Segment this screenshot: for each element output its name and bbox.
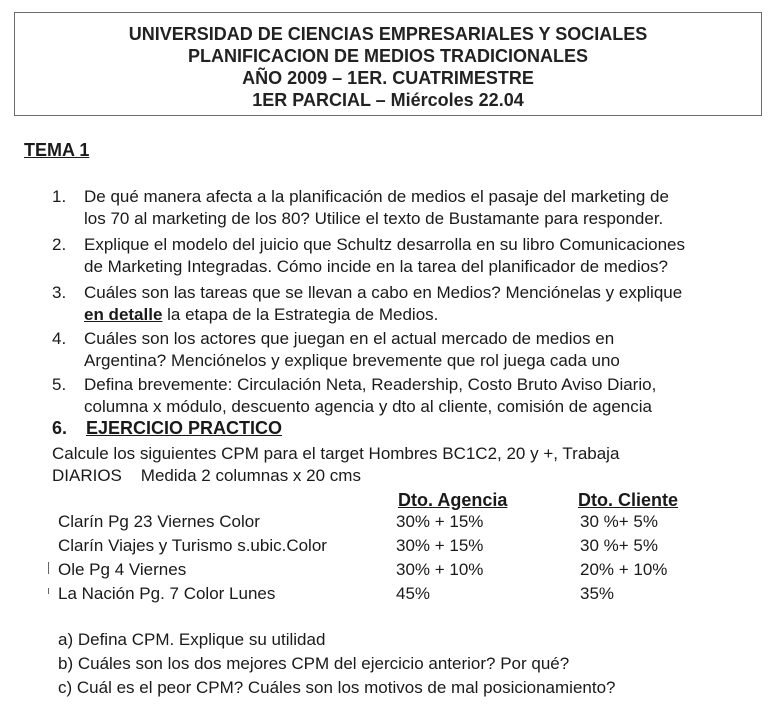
table-cell-agencia: 30% + 15% [396,536,484,555]
question-text: Argentina? Menciónelos y explique brevemente que rol juega cada uno [84,351,620,370]
header-year: AÑO 2009 – 1ER. CUATRIMESTRE [242,68,534,88]
column-header-agencia: Dto. Agencia [398,490,508,510]
question-3 [52,282,683,324]
header-course: PLANIFICACION DE MEDIOS TRADICIONALES [187,46,588,66]
column-header-cliente: Dto. Cliente [578,490,679,510]
table-cell-agencia: 30% + 10% [396,560,484,579]
question-text: Cuáles son los actores que juegan en el actual mercado de medios en [84,329,615,348]
subquestion-b: b) Cuáles son los dos mejores CPM del ejercicio anterior? Por qué? [58,654,570,673]
table-cell-medio: Clarín Viajes y Turismo s.ubic.Color [58,536,327,555]
table-cell-cliente: 35% [580,584,615,603]
exercise-number: 6. [52,418,68,438]
emphasis-text: en detalle [84,305,163,324]
table-cell-agencia: 45% [396,584,431,603]
exercise-title-text: EJERCICIO PRACTICO [86,418,283,438]
exam-header [14,12,762,116]
question-number: 4. [52,329,67,348]
table-cell-agencia: 30% + 15% [396,512,484,531]
question-text: columna x módulo, descuento agencia y dto al cliente, comisión de agencia [84,397,652,416]
subquestion-a: a) Defina CPM. Explique su utilidad [58,630,326,649]
margin-mark [48,562,49,574]
question-number: 5. [52,375,67,394]
table-cell-cliente: 20% + 10% [580,560,668,579]
question-text: Cuáles son las tareas que se llevan a cabo en Medios? Menciónelas y explique [84,283,683,302]
table-cell-medio: Ole Pg 4 Viernes [58,560,187,579]
exercise-intro-line-1: Calcule los siguientes CPM para el target Hombres BC1C2, 20 y +, Trabaja [52,444,620,463]
exercise-intro-line-2: DIARIOS Medida 2 columnas x 20 cms [52,466,361,485]
question-5 [52,374,657,416]
question-text: Defina brevemente: Circulación Neta, Readership, Costo Bruto Aviso Diario, [84,375,657,394]
table-cell-cliente: 30 %+ 5% [580,536,658,555]
question-number: 3. [52,283,67,302]
header-exam: 1ER PARCIAL – Miércoles 22.04 [252,90,524,110]
question-number: 1. [52,187,67,206]
subquestion-c: c) Cuál es el peor CPM? Cuáles son los motivos de mal posicionamiento? [58,678,616,697]
header-university: UNIVERSIDAD DE CIENCIAS EMPRESARIALES Y SOCIALES [128,24,648,44]
question-text-rest: la etapa de la Estrategia de Medios. [162,305,439,324]
question-text: los 70 al marketing de los 80? Utilice el texto de Bustamante para responder. [84,209,664,228]
table-cell-cliente: 30 %+ 5% [580,512,658,531]
question-text: De qué manera afecta a la planificación de medios el pasaje del marketing de [84,187,669,206]
question-number: 2. [52,235,67,254]
question-4 [52,328,620,370]
question-2 [52,234,686,276]
question-text: Explique el modelo del juicio que Schultz desarrolla en su libro Comunicaciones [84,235,686,254]
question-text: de Marketing Integradas. Cómo incide en la tarea del planificador de medios? [84,257,669,276]
exercise-title [52,418,282,439]
question-text [84,304,438,326]
question-1 [52,186,669,228]
margin-mark [48,588,49,594]
table-cell-medio: La Nación Pg. 7 Color Lunes [58,584,276,603]
tema-title: TEMA 1 [24,140,90,160]
table-cell-medio: Clarín Pg 23 Viernes Color [58,512,260,531]
